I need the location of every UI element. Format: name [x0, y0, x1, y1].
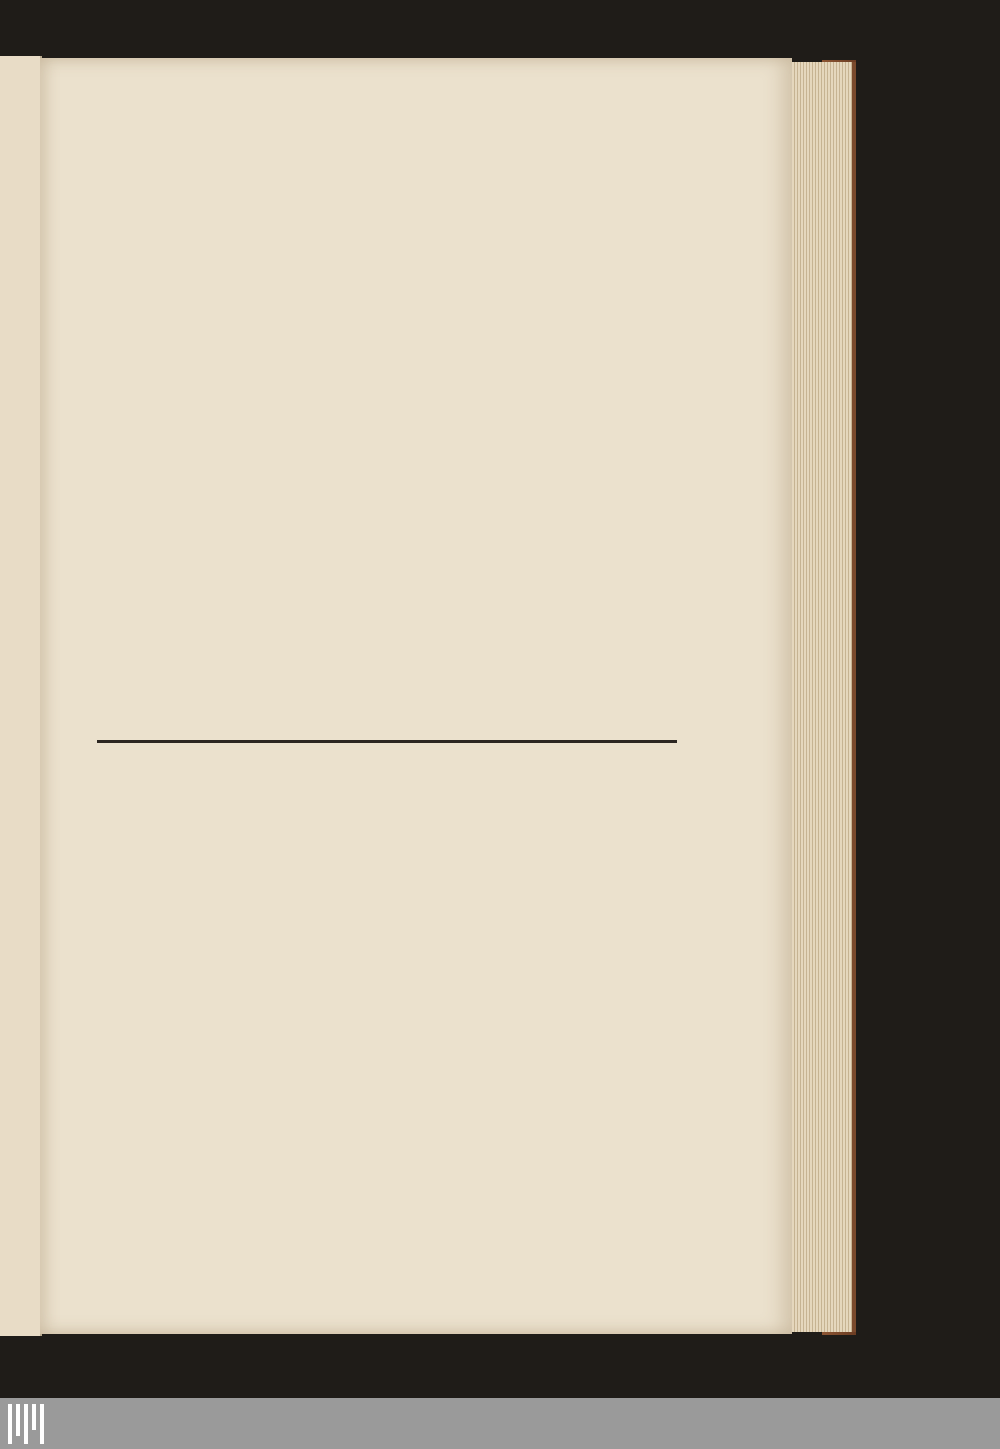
library-logo-icon — [8, 1404, 48, 1444]
left-page-edge — [0, 56, 42, 1336]
library-footer-bar — [0, 1398, 1000, 1449]
divider-rule — [97, 740, 677, 743]
book-page — [40, 58, 792, 1334]
